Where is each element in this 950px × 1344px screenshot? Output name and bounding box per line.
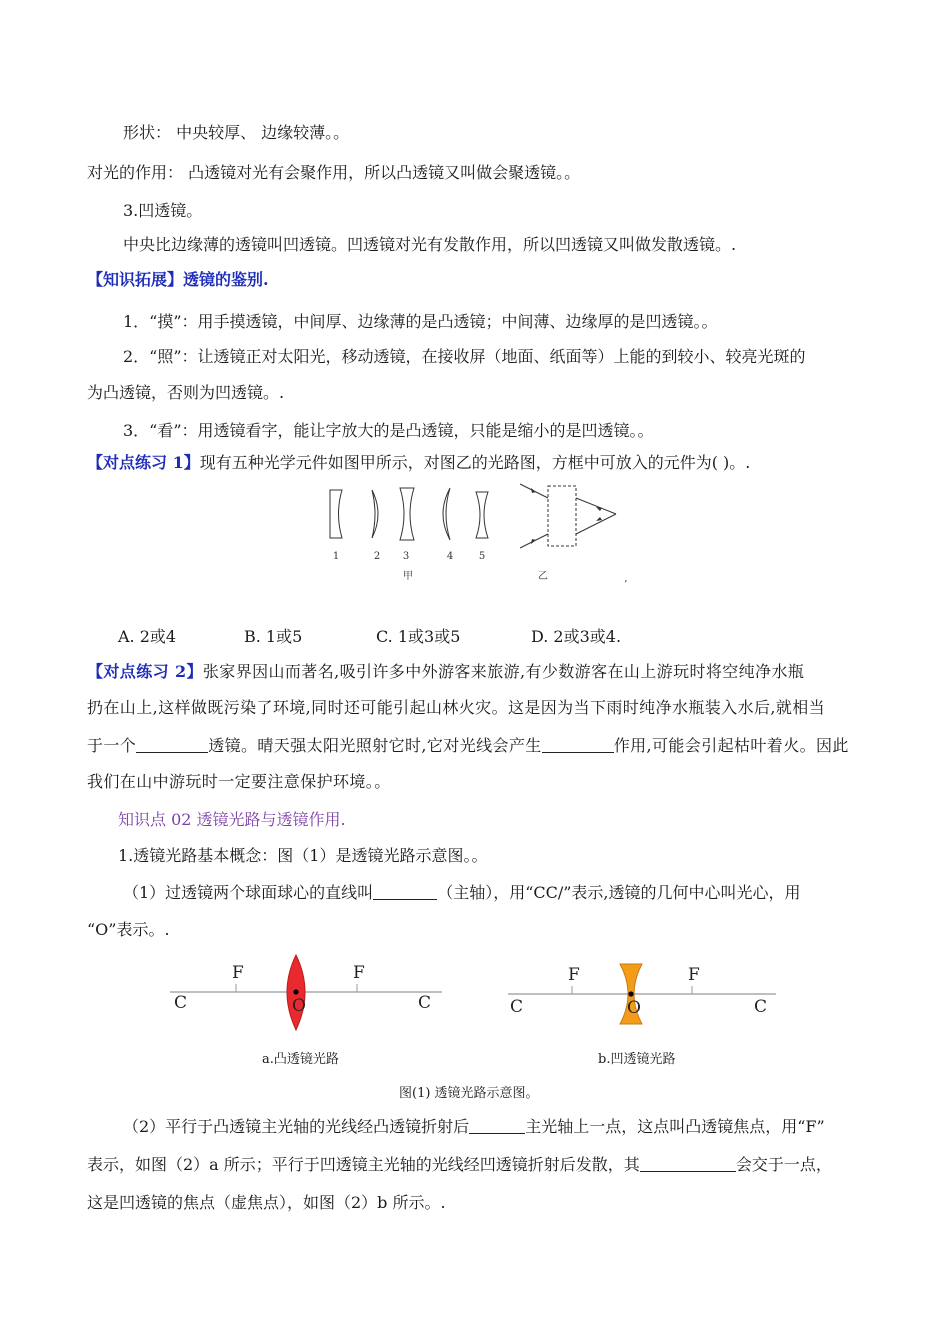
label-C-left: C [510, 997, 524, 1017]
element-2-plano-convex [372, 490, 378, 538]
paragraph-shape: 形状： 中央较厚、 边缘较薄。。 [123, 123, 350, 142]
extension-item-look: 3．“看”：用透镜看字，能让字放大的是凸透镜，只能是缩小的是凹透镜。。 [123, 421, 654, 440]
kp-main-axis-line [123, 883, 801, 903]
kp-optical-center: “O”表示。. [87, 920, 170, 939]
kp-concave-focus-pre: 表示，如图（2）a 所示；平行于凹透镜主光轴的光线经凹透镜折射后发散，其 [87, 1155, 640, 1174]
kp-main-axis-post: （主轴），用“CC/”表示,透镜的几何中心叫光心，用 [437, 883, 801, 902]
knowledge-point-heading: 知识点 02 透镜光路与透镜作用. [118, 810, 346, 829]
exercise-2-line-4: 我们在山中游玩时一定要注意保护环境。。 [87, 772, 391, 791]
kp-concave-focus-post: 会交于一点， [735, 1155, 832, 1174]
exercise-2-text-b: 透镜。晴天强太阳光照射它时,它对光线会产生 [208, 736, 542, 755]
exercise-2-line-2: 扔在山上,这样做既污染了环境,同时还可能引起山林火灾。这是因为当下雨时纯净水瓶装入水后,就相当 [87, 698, 826, 717]
answer-blank-effect[interactable] [542, 736, 614, 753]
kp-concave-focus-line [87, 1155, 832, 1175]
label-F-right: F [353, 963, 365, 983]
label-O: O [627, 998, 641, 1018]
label-F-left: F [232, 963, 244, 983]
kp-basic-concept: 1.透镜光路基本概念：图（1）是透镜光路示意图。。 [118, 846, 488, 865]
label-3: 3 [402, 551, 410, 562]
exercise-2-line-3 [87, 736, 849, 756]
mystery-box [548, 486, 576, 546]
kp-virtual-focus: 这是凹透镜的焦点（虚焦点），如图（2）b 所示。. [87, 1193, 446, 1212]
label-C-right: C [418, 993, 432, 1013]
paragraph-concave-definition: 中央比边缘薄的透镜叫凹透镜。凹透镜对光有发散作用，所以凹透镜又叫做发散透镜。. [123, 235, 737, 254]
exercise-2-tag: 【对点练习 2】 [87, 662, 203, 681]
exercise-1-tag: 【对点练习 1】 [87, 453, 200, 472]
exercise-2-text: 张家界因山而著名,吸引许多中外游客来旅游,有少数游客在山上游玩时将空纯净水瓶 [202, 662, 805, 681]
heading-concave-lens: 3.凹透镜。 [123, 201, 203, 220]
optics-figure-jia-yi [320, 478, 650, 590]
caption-convex: a.凸透镜光路 [262, 1052, 339, 1067]
label-O: O [292, 996, 306, 1016]
element-4-meniscus [443, 488, 450, 540]
answer-blank-main-axis[interactable] [373, 883, 437, 900]
extension-item-shine-cont: 为凸透镜，否则为凹透镜。. [87, 383, 285, 402]
label-4: 4 [446, 551, 454, 562]
option-d[interactable]: D. 2或3或4. [531, 627, 622, 646]
kp-convex-focus-post: 主光轴上一点，这点叫凸透镜焦点，用“F” [525, 1117, 825, 1136]
element-5-concave [476, 492, 488, 538]
label-F-right: F [688, 965, 700, 985]
kp-convex-focus-pre: （2）平行于凸透镜主光轴的光线经凸透镜折射后 [123, 1117, 470, 1136]
option-b[interactable]: B. 1或5 [244, 627, 303, 646]
label-5: 5 [478, 551, 486, 562]
element-1-plano-concave [330, 490, 342, 538]
option-c[interactable]: C. 1或3或5 [376, 627, 461, 646]
ray-out-upper [576, 498, 616, 514]
label-F-left: F [568, 965, 580, 985]
exercise-1-text: 现有五种光学元件如图甲所示，对图乙的光路图，方框中可放入的元件为( )。. [199, 453, 751, 472]
kp-main-axis-pre: （1）过透镜两个球面球心的直线叫 [123, 883, 374, 902]
label-mark: , [624, 573, 628, 584]
optical-center-dot [628, 991, 633, 996]
answer-blank-lens-type[interactable] [136, 736, 208, 753]
exercise-1 [87, 453, 750, 473]
element-3-biconcave [400, 488, 414, 540]
exercise-2-line-1 [87, 662, 804, 682]
heading-knowledge-extension: 【知识拓展】透镜的鉴别. [87, 270, 269, 289]
extension-item-touch: 1．“摸”：用手摸透镜，中间厚、边缘薄的是凸透镜；中间薄、边缘厚的是凹透镜。。 [123, 312, 718, 331]
label-C-left: C [174, 993, 188, 1013]
exercise-2-text-a: 于一个 [87, 736, 137, 755]
answer-blank-converge[interactable] [469, 1117, 525, 1134]
extension-item-shine: 2．“照”：让透镜正对太阳光，移动透镜，在接收屏（地面、纸面等）上能的到较小、较亮光斑的 [123, 347, 806, 366]
label-C-right: C [754, 997, 768, 1017]
caption-concave: b.凹透镜光路 [598, 1052, 676, 1067]
label-yi: 乙 [538, 571, 548, 582]
label-jia: 甲 [403, 571, 413, 582]
answer-blank-extension[interactable] [640, 1155, 736, 1172]
label-1: 1 [332, 551, 340, 562]
label-2: 2 [373, 551, 381, 562]
ray-out-lower [576, 514, 616, 534]
kp-convex-focus-line [123, 1117, 825, 1137]
optical-center-dot [293, 989, 298, 994]
figure-title: 图(1) 透镜光路示意图。 [399, 1086, 539, 1101]
option-a[interactable]: A. 2或4 [118, 627, 177, 646]
concave-lens-diagram [508, 956, 783, 1036]
exercise-2-text-c: 作用,可能会引起枯叶着火。因此 [613, 736, 849, 755]
convex-lens-diagram [170, 950, 450, 1030]
paragraph-light-effect: 对光的作用： 凸透镜对光有会聚作用，所以凸透镜又叫做会聚透镜。。 [87, 163, 581, 182]
